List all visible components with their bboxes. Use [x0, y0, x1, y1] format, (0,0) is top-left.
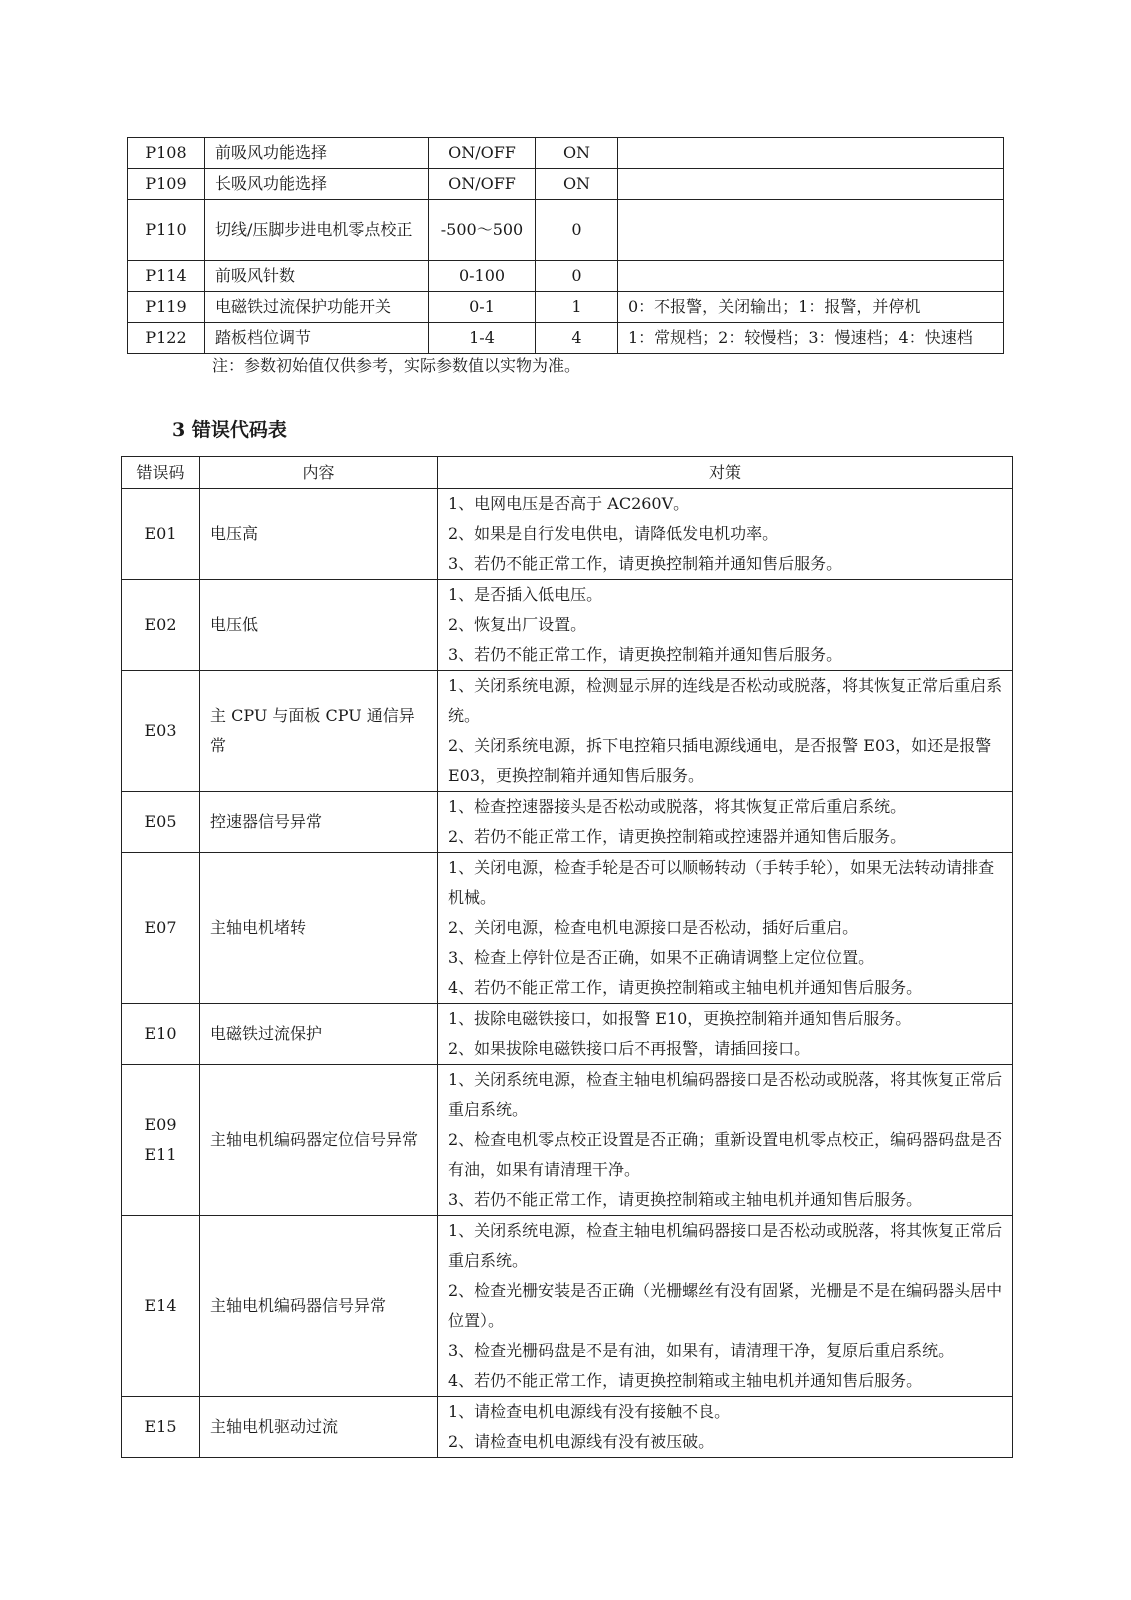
error-code-cell: [122, 1004, 200, 1065]
parameter-row: [128, 169, 1004, 200]
parameter-name: 前吸风针数: [205, 261, 429, 292]
error-content: 电磁铁过流保护: [200, 1004, 438, 1065]
error-code: E01: [144, 524, 177, 543]
error-row: [122, 489, 1013, 580]
error-content: 主轴电机编码器定位信号异常: [200, 1065, 438, 1216]
parameter-row: [128, 261, 1004, 292]
parameter-row: [128, 292, 1004, 323]
parameter-default: ON: [536, 138, 618, 169]
header-error-code: 错误码: [122, 457, 200, 489]
measure-step: 1、电网电压是否高于 AC260V。: [448, 494, 690, 513]
measure-step: 2、关闭系统电源，拆下电控箱只插电源线通电，是否报警 E03，如还是报警 E03，更换控制箱并通知售后服务。: [448, 736, 992, 785]
measure-step: 4、若仍不能正常工作，请更换控制箱或主轴电机并通知售后服务。: [448, 1371, 923, 1390]
measure-step: 3、检查光栅码盘是不是有油，如果有，请清理干净，复原后重启系统。: [448, 1341, 955, 1360]
parameter-code: P109: [128, 169, 205, 200]
parameter-code: P119: [128, 292, 205, 323]
measure-step: 1、是否插入低电压。: [448, 585, 603, 604]
parameter-description: 0：不报警，关闭输出；1：报警，并停机: [618, 292, 1004, 323]
error-code-cell: [122, 853, 200, 1004]
header-measures: 对策: [438, 457, 1013, 489]
measure-step: 4、若仍不能正常工作，请更换控制箱或主轴电机并通知售后服务。: [448, 978, 923, 997]
parameter-note: 注：参数初始值仅供参考，实际参数值以实物为准。: [212, 356, 581, 375]
error-code-cell: [122, 489, 200, 580]
error-code-cell: [122, 792, 200, 853]
parameter-default: 0: [536, 261, 618, 292]
error-code: E09: [144, 1115, 177, 1134]
measure-step: 3、若仍不能正常工作，请更换控制箱或主轴电机并通知售后服务。: [448, 1190, 923, 1209]
measure-step: 2、检查电机零点校正设置是否正确；重新设置电机零点校正，编码器码盘是否有油，如果有请清理干净。: [448, 1130, 1003, 1179]
error-measures: [438, 489, 1013, 580]
parameter-table-body: [128, 138, 1004, 354]
parameter-row: [128, 323, 1004, 354]
error-row: [122, 580, 1013, 671]
measure-step: 2、请检查电机电源线有没有被压破。: [448, 1432, 715, 1451]
error-content: 主轴电机堵转: [200, 853, 438, 1004]
parameter-range: -500～500: [429, 200, 536, 261]
error-code: E11: [144, 1145, 177, 1164]
parameter-code: P110: [128, 200, 205, 261]
error-code: E10: [144, 1024, 177, 1043]
error-code-cell: [122, 1065, 200, 1216]
parameter-default: ON: [536, 169, 618, 200]
measure-step: 1、关闭系统电源，检查主轴电机编码器接口是否松动或脱落，将其恢复正常后重启系统。: [448, 1221, 1003, 1270]
error-code: E15: [144, 1417, 177, 1436]
parameter-table: [127, 137, 1004, 354]
parameter-name: 长吸风功能选择: [205, 169, 429, 200]
section-heading: 3 错误代码表: [172, 419, 287, 441]
error-code: E02: [144, 615, 177, 634]
error-content: 主轴电机驱动过流: [200, 1397, 438, 1458]
parameter-description: [618, 138, 1004, 169]
measure-step: 2、检查光栅安装是否正确（光栅螺丝有没有固紧，光栅是不是在编码器头居中位置）。: [448, 1281, 1003, 1330]
parameter-row: [128, 138, 1004, 169]
error-code-cell: [122, 671, 200, 792]
measure-step: 2、关闭电源，检查电机电源接口是否松动，插好后重启。: [448, 918, 859, 937]
error-row: [122, 1004, 1013, 1065]
header-content: 内容: [200, 457, 438, 489]
measure-step: 2、恢复出厂设置。: [448, 615, 587, 634]
measure-step: 1、关闭系统电源，检测显示屏的连线是否松动或脱落，将其恢复正常后重启系统。: [448, 676, 1003, 725]
measure-step: 3、若仍不能正常工作，请更换控制箱并通知售后服务。: [448, 554, 843, 573]
error-code: E05: [144, 812, 177, 831]
error-measures: [438, 853, 1013, 1004]
error-measures: [438, 1004, 1013, 1065]
measure-step: 1、关闭电源，检查手轮是否可以顺畅转动（手转手轮），如果无法转动请排查机械。: [448, 858, 995, 907]
error-table-body: [122, 489, 1013, 1458]
parameter-range: ON/OFF: [429, 138, 536, 169]
error-row: [122, 1216, 1013, 1397]
measure-step: 1、请检查电机电源线有没有接触不良。: [448, 1402, 731, 1421]
parameter-row: [128, 200, 1004, 261]
parameter-name: 切线/压脚步进电机零点校正: [205, 200, 429, 261]
measure-step: 3、检查上停针位是否正确，如果不正确请调整上定位位置。: [448, 948, 875, 967]
error-code-cell: [122, 1216, 200, 1397]
parameter-name: 前吸风功能选择: [205, 138, 429, 169]
parameter-name: 踏板档位调节: [205, 323, 429, 354]
error-measures: [438, 580, 1013, 671]
error-content: 控速器信号异常: [200, 792, 438, 853]
error-code-table: [121, 456, 1013, 1458]
error-code: E03: [144, 721, 177, 740]
error-content: 电压高: [200, 489, 438, 580]
error-row: [122, 671, 1013, 792]
parameter-range: 0-100: [429, 261, 536, 292]
measure-step: 2、如果拔除电磁铁接口后不再报警，请插回接口。: [448, 1039, 811, 1058]
parameter-default: 0: [536, 200, 618, 261]
error-row: [122, 792, 1013, 853]
parameter-range: 0-1: [429, 292, 536, 323]
parameter-code: P108: [128, 138, 205, 169]
measure-step: 2、如果是自行发电供电，请降低发电机功率。: [448, 524, 779, 543]
parameter-code: P122: [128, 323, 205, 354]
error-code-cell: [122, 1397, 200, 1458]
parameter-default: 4: [536, 323, 618, 354]
error-content: 主 CPU 与面板 CPU 通信异常: [200, 671, 438, 792]
error-code: E14: [144, 1296, 177, 1315]
error-measures: [438, 792, 1013, 853]
measure-step: 1、检查控速器接头是否松动或脱落，将其恢复正常后重启系统。: [448, 797, 907, 816]
measure-step: 2、若仍不能正常工作，请更换控制箱或控速器并通知售后服务。: [448, 827, 907, 846]
measure-step: 3、若仍不能正常工作，请更换控制箱并通知售后服务。: [448, 645, 843, 664]
error-row: [122, 1065, 1013, 1216]
error-code: E07: [144, 918, 177, 937]
error-content: 电压低: [200, 580, 438, 671]
parameter-default: 1: [536, 292, 618, 323]
error-row: [122, 1397, 1013, 1458]
error-table-header-row: [122, 457, 1013, 489]
error-measures: [438, 671, 1013, 792]
parameter-description: [618, 169, 1004, 200]
error-measures: [438, 1065, 1013, 1216]
parameter-range: ON/OFF: [429, 169, 536, 200]
parameter-description: 1：常规档；2：较慢档；3：慢速档；4：快速档: [618, 323, 1004, 354]
parameter-code: P114: [128, 261, 205, 292]
error-content: 主轴电机编码器信号异常: [200, 1216, 438, 1397]
parameter-range: 1-4: [429, 323, 536, 354]
parameter-name: 电磁铁过流保护功能开关: [205, 292, 429, 323]
error-measures: [438, 1216, 1013, 1397]
parameter-description: [618, 261, 1004, 292]
measure-step: 1、拔除电磁铁接口，如报警 E10，更换控制箱并通知售后服务。: [448, 1009, 912, 1028]
parameter-description: [618, 200, 1004, 261]
error-measures: [438, 1397, 1013, 1458]
measure-step: 1、关闭系统电源，检查主轴电机编码器接口是否松动或脱落，将其恢复正常后重启系统。: [448, 1070, 1003, 1119]
error-row: [122, 853, 1013, 1004]
error-code-cell: [122, 580, 200, 671]
